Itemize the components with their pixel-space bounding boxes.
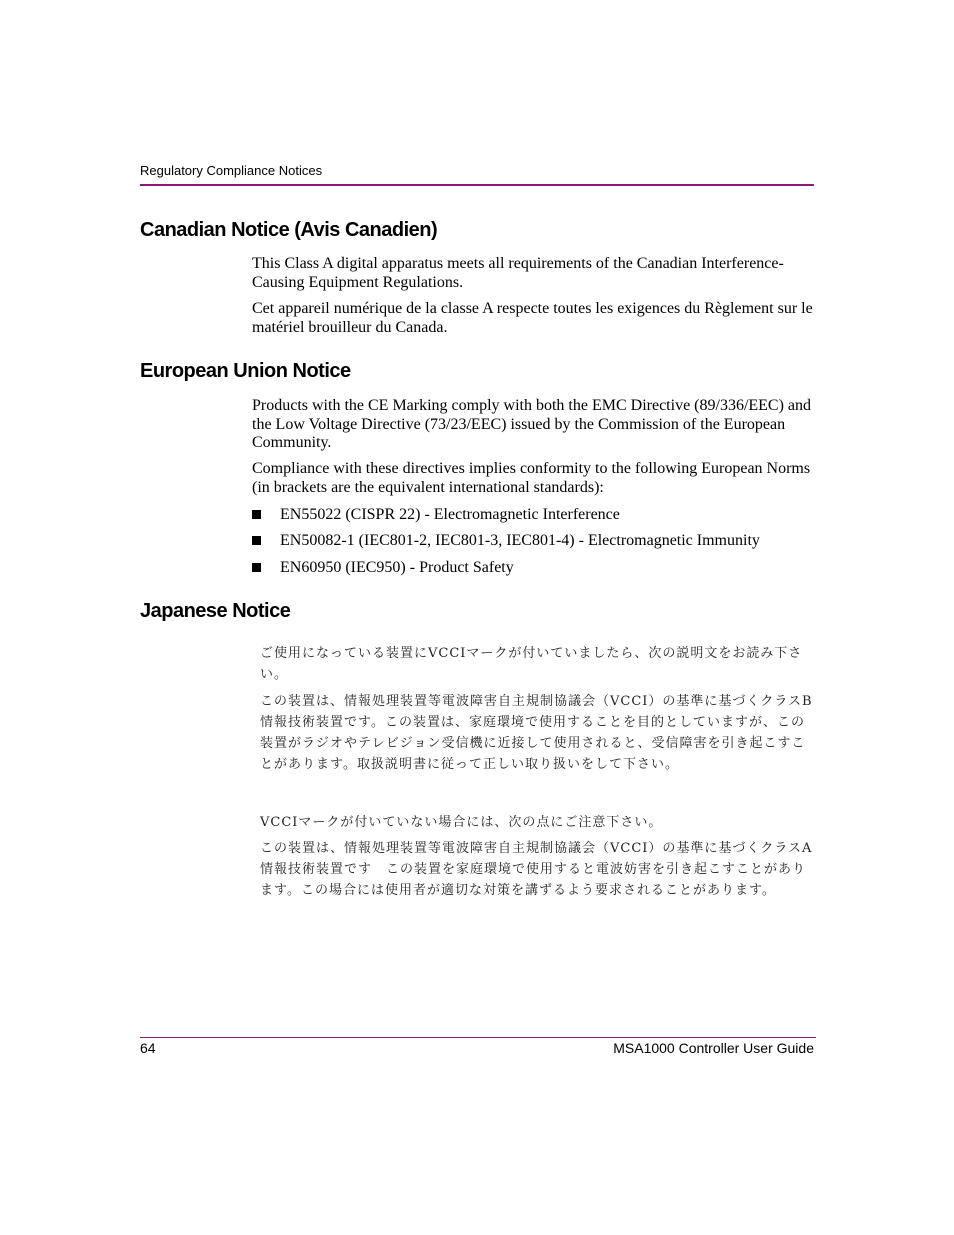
canadian-notice-heading: Canadian Notice (Avis Canadien) <box>140 219 438 241</box>
guide-title: MSA1000 Controller User Guide <box>613 1040 814 1056</box>
japanese-notice-heading: Japanese Notice <box>140 600 291 622</box>
bullet-square-icon <box>252 536 261 545</box>
page-number: 64 <box>140 1040 156 1056</box>
eu-norm-text: EN55022 (CISPR 22) - Electromagnetic Interference <box>280 506 620 523</box>
eu-paragraph-directives: Products with the CE Marking comply with both the EMC Directive (89/336/EEC) and the Low Voltage Directive (73/23/EEC) issued by the Commission of the European Community. <box>252 397 812 451</box>
eu-norm-text: EN60950 (IEC950) - Product Safety <box>280 559 514 576</box>
bullet-square-icon <box>252 563 261 572</box>
footer-rule <box>140 1037 816 1038</box>
eu-paragraph-norms: Compliance with these directives implies conformity to the following European Norms (in brackets are the equivalent international standards): <box>252 460 811 496</box>
japanese-vcci-intro: ご使用になっている装置にVCCIマークが付いていましたら、次の説明文をお読み下さい。 <box>260 646 803 682</box>
eu-notice-heading: European Union Notice <box>140 360 351 382</box>
bullet-square-icon <box>252 510 261 519</box>
eu-norm-text: EN50082-1 (IEC801-2, IEC801-3, IEC801-4) - Electromagnetic Immunity <box>280 532 760 549</box>
japanese-class-b-notice: この装置は、情報処理装置等電波障害自主規制協議会（VCCI）の基準に基づくクラスB情報技術装置です。この装置は、家庭環境で使用することを目的としていますが、この装置がラジオやテレビジョン受信機に近接して使用されると、受信障害を引き起こすことがあります。取扱説明書に従って正しい取り扱いをして下さい。 <box>260 694 813 772</box>
japanese-no-vcci-intro: VCCIマークが付いていない場合には、次の点にご注意下さい。 <box>260 815 663 830</box>
header-rule <box>140 184 814 186</box>
running-header: Regulatory Compliance Notices <box>140 163 323 178</box>
japanese-class-a-notice: この装置は、情報処理装置等電波障害自主規制協議会（VCCI）の基準に基づくクラスA情報技術装置です この装置を家庭環境で使用すると電波妨害を引き起こすことがあります。この場合には使用者が適切な対策を講ずるよう要求されることがあります。 <box>260 841 813 898</box>
canadian-paragraph-french: Cet appareil numérique de la classe A respecte toutes les exigences du Règlement sur le matériel brouilleur du Canada. <box>252 300 813 336</box>
canadian-paragraph-english: This Class A digital apparatus meets all requirements of the Canadian Interference-Causing Equipment Regulations. <box>252 255 784 291</box>
